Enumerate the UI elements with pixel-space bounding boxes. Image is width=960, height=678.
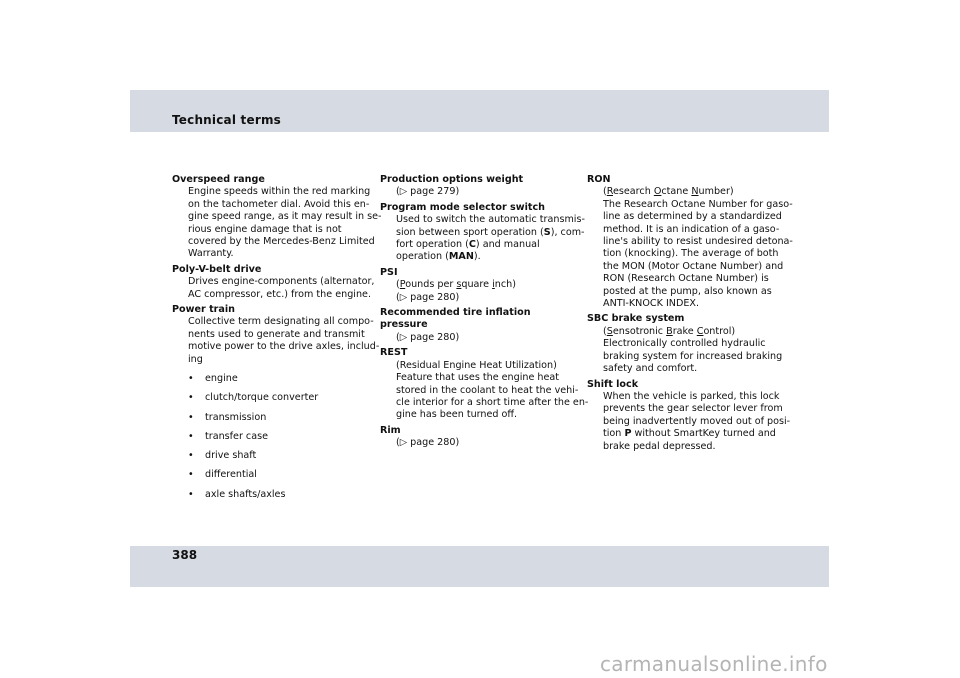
description-line: (Sensotronic Brake Control) [603, 325, 736, 337]
list-item: • differential [188, 469, 257, 481]
entry-poly-v-belt-drive [172, 263, 375, 301]
term-title: Recommended tire inflation pressure [380, 307, 531, 331]
term-description [380, 186, 580, 198]
description-line: AC compressor, etc.) from the engine. [188, 288, 371, 300]
page-reference-link[interactable]: (▷ page 280) [396, 437, 460, 449]
description-line: Engine speeds within the red marking [188, 186, 371, 198]
description-line: motive power to the drive axles, includ- [188, 341, 380, 353]
description-line: ing [188, 353, 203, 365]
description-line: gine has been turned off. [396, 409, 518, 421]
description-line: RON (Research Octane Number) is [603, 273, 769, 285]
page-reference-link[interactable]: (▷ page 280) [396, 331, 460, 343]
entry-rim [380, 425, 580, 450]
term-description [380, 437, 580, 449]
term-description [172, 276, 375, 301]
description-line: Used to switch the automatic transmis- [396, 214, 585, 226]
description-line: the MON (Motor Octane Number) and [603, 260, 784, 272]
description-line: operation (MAN). [396, 251, 481, 263]
entry-sbc-brake-system [587, 313, 787, 375]
term-description [380, 214, 585, 264]
bullet-icon: • [188, 372, 194, 384]
term-description [587, 390, 791, 453]
term-title: Poly-V-belt drive [172, 263, 262, 275]
header-band [130, 90, 829, 132]
entry-psi [380, 267, 580, 304]
description-line: Electronically controlled hydraulic [603, 338, 766, 350]
bullet-icon: • [188, 411, 194, 423]
description-line: nents used to generate and transmit [188, 328, 365, 340]
description-line: cle interior for a short time after the en- [396, 396, 589, 408]
term-title: Rim [380, 424, 401, 436]
description-line: When the vehicle is parked, this lock [603, 390, 780, 402]
page-title: Technical terms [172, 113, 281, 127]
list-item: • axle shafts/axles [188, 488, 286, 500]
term-description [587, 186, 793, 310]
description-line: (Research Octane Number) [603, 186, 734, 198]
description-line: tion P without SmartKey turned and [603, 428, 776, 440]
description-line: ANTI-KNOCK INDEX. [603, 298, 700, 310]
term-title: PSI [380, 266, 398, 278]
description-line: Feature that uses the engine heat [396, 372, 560, 384]
description-line: tion (knocking). The average of both [603, 248, 779, 260]
description-line: prevents the gear selector lever from [603, 403, 783, 415]
description-line: (Residual Engine Heat Utilization) [396, 359, 557, 371]
term-title: Power train [172, 304, 235, 316]
term-title: Program mode selector switch [380, 201, 545, 213]
page-reference-link[interactable]: (▷ page 280) [396, 291, 460, 303]
description-line: rious engine damage that is not [188, 223, 342, 235]
entry-ron [587, 174, 793, 310]
bullet-list [172, 373, 372, 501]
bullet-icon: • [188, 450, 194, 462]
term-title: REST [380, 347, 408, 359]
list-item: • transmission [188, 411, 267, 423]
description-line: The Research Octane Number for gaso- [603, 198, 793, 210]
description-line: on the tachometer dial. Avoid this en- [188, 198, 370, 210]
term-description [172, 316, 380, 366]
list-item: • drive shaft [188, 450, 257, 462]
entry-recommended-tire-inflation-pressure [380, 307, 580, 344]
description-line: brake pedal depressed. [603, 440, 716, 452]
entry-shift-lock [587, 378, 791, 453]
watermark: carmanualsonline.info [600, 652, 828, 676]
bullet-icon: • [188, 488, 194, 500]
glossary-column-1 [172, 174, 382, 504]
description-line: method. It is an indication of a gaso- [603, 223, 780, 235]
term-description [587, 326, 787, 376]
page-reference-link[interactable]: (▷ page 279) [396, 186, 460, 198]
description-line: stored in the coolant to heat the vehi- [396, 384, 579, 396]
entry-program-mode-selector-switch [380, 201, 585, 264]
term-description [380, 359, 589, 422]
description-line: line as determined by a standardized [603, 211, 782, 223]
description-line: (Pounds per square inch) [396, 279, 516, 291]
entry-rest [380, 347, 589, 421]
entry-overspeed-range [172, 174, 382, 261]
glossary-column-3 [587, 174, 793, 456]
description-line: being inadvertently moved out of posi- [603, 415, 791, 427]
term-title: RON [587, 174, 611, 185]
description-line: sion between sport operation (S), com- [396, 226, 585, 238]
description-line: Collective term designating all compo- [188, 316, 374, 328]
list-item: • engine [188, 372, 238, 384]
description-line: gine speed range, as it may result in se- [188, 211, 382, 223]
description-line: line's ability to resist undesired detona- [603, 236, 793, 248]
bullet-icon: • [188, 392, 194, 404]
list-item: • transfer case [188, 430, 268, 442]
list-item: • clutch/torque converter [188, 392, 319, 404]
term-description [380, 279, 580, 304]
footer-band [130, 546, 829, 587]
description-line: fort operation (C) and manual [396, 239, 540, 251]
entry-power-train [172, 304, 380, 501]
term-title: Shift lock [587, 378, 639, 390]
term-description [380, 332, 580, 344]
description-line: safety and comfort. [603, 363, 698, 375]
description-line: covered by the Mercedes-Benz Limited [188, 236, 375, 248]
page-number: 388 [172, 548, 198, 562]
description-line: Drives engine-components (alternator, [188, 276, 375, 288]
term-title: Overspeed range [172, 174, 265, 185]
term-title: SBC brake system [587, 313, 685, 325]
term-description [172, 186, 382, 260]
glossary-column-2 [380, 174, 589, 453]
bullet-icon: • [188, 469, 194, 481]
description-line: posted at the pump, also known as [603, 285, 772, 297]
entry-production-options-weight [380, 174, 580, 199]
description-line: braking system for increased braking [603, 350, 783, 362]
bullet-icon: • [188, 430, 194, 442]
description-line: Warranty. [188, 248, 234, 260]
term-title: Production options weight [380, 174, 524, 185]
